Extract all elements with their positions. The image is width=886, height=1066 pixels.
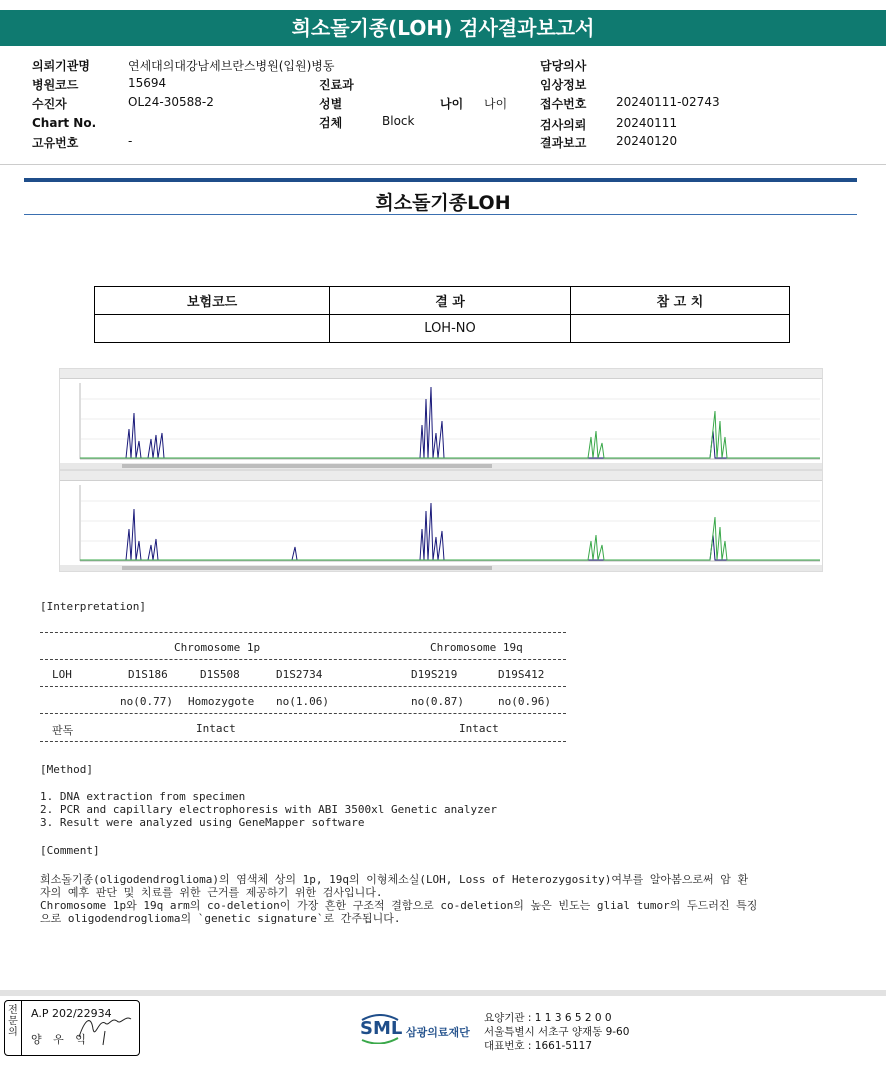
marker-d1s2734: D1S2734 [276,668,323,681]
info-block [0,0,886,160]
method-line-2: 2. PCR and capillary electrophoresis with ABI 3500xl Genetic analyzer [40,803,497,816]
unique-no-label: 고유번호 [32,136,79,150]
electropherogram-tumor [59,470,823,572]
req-inst-value: 연세대의대강남세브란스병원(입원)병동 [128,59,335,73]
method-heading: [Method] [40,763,93,776]
result-header: 결 과 [330,287,571,315]
sex-label: 성별 [319,97,343,111]
doctor-label: 담당의사 [540,59,587,73]
trace-scroll-thumb[interactable] [122,464,492,468]
info-divider [0,164,886,165]
pathologist-stamp [4,1000,140,1056]
dash-rule [40,632,566,633]
dash-rule [40,741,566,742]
method-line-3: 3. Result were analyzed using GeneMapper software [40,816,365,829]
clinical-label: 임상정보 [540,78,587,92]
marker-d1s186: D1S186 [128,668,168,681]
specimen-value: Block [382,114,415,128]
marker-d19s219: D19S219 [411,668,458,681]
sml-logo [358,1012,478,1048]
comment-line-2: 자의 예후 판단 및 치료를 위한 근거를 제공하기 위한 검사입니다. [40,886,383,899]
footer-line-2: 서울특별시 서초구 양재동 9-60 [484,1026,630,1038]
chart-no-label: Chart No. [32,116,97,130]
hosp-code-value: 15694 [128,76,167,90]
method-line-1: 1. DNA extraction from specimen [40,790,246,803]
stamp-side-label: 전문의 [5,1001,22,1055]
reference-cell [570,315,789,343]
report-title: 희소돌기종(LOH) 검사결과보고서 [0,10,886,46]
hosp-code-label: 병원코드 [32,78,79,92]
marker-d1s508: D1S508 [200,668,240,681]
section-title: 희소돌기종LOH [375,192,511,214]
value-d1s508: Homozygote [188,695,255,708]
specimen-label: 검체 [319,116,343,130]
patient-value: OL24-30588-2 [128,95,214,109]
section-bottom-rule [24,214,857,215]
value-d1s186: no(0.77) [120,695,173,708]
stamp-license: A.P 202/22934 [31,1007,112,1020]
trace-scroll-thumb[interactable] [122,566,492,570]
marker-d19s412: D19S412 [498,668,545,681]
result-table [94,286,790,343]
result-table-header [95,287,790,315]
comment-line-3: Chromosome 1p와 19q arm의 co-deletion이 가장 흔한 구조적 결함으로 co-deletion의 높은 빈도는 glial tumor의 두드러진 특징 [40,899,758,912]
receipt-value: 20240111-02743 [616,95,720,109]
dash-rule [40,659,566,660]
trace-header-bar [60,369,822,379]
section-top-rule [24,178,857,182]
trace-scrollbar[interactable] [60,565,822,571]
insurance-code-header: 보험코드 [95,287,330,315]
chr19q-header: Chromosome 19q [430,641,523,654]
unique-no-value: - [128,134,133,148]
request-value: 20240111 [616,116,678,130]
dept-label: 진료과 [319,78,354,92]
verdict-label: 판독 [52,724,74,737]
request-label: 검사의뢰 [540,118,587,132]
result-table-row [95,315,790,343]
sml-logo-text: SML [360,1018,403,1039]
electropherogram-normal [59,368,823,470]
patient-label: 수진자 [32,97,67,111]
trace-plot-1 [60,379,822,463]
reference-header: 참 고 치 [570,287,789,315]
verdict-1p: Intact [196,722,236,735]
stamp-name: 양 우 익 [31,1033,90,1046]
org-name: 삼광의료재단 [406,1026,470,1039]
comment-heading: [Comment] [40,844,100,857]
comment-line-1: 희소돌기종(oligodendroglioma)의 염색체 상의 1p, 19q의 이형체소실(LOH, Loss of Heterozygosity)여부를 알아봄으로써 암 환 [40,873,749,886]
footer-band [0,990,886,996]
footer-line-3: 대표번호 : 1661-5117 [484,1040,593,1052]
footer-line-1: 요양기관 : 1 1 3 6 5 2 0 0 [484,1012,612,1024]
value-d1s2734: no(1.06) [276,695,329,708]
signature-icon [75,1009,135,1049]
dash-rule [40,686,566,687]
age-value: 나이 [484,97,508,111]
trace-plot-2 [60,481,822,565]
verdict-19q: Intact [459,722,499,735]
chr1p-header: Chromosome 1p [174,641,261,654]
value-d19s219: no(0.87) [411,695,464,708]
age-label: 나이 [440,97,464,111]
loh-label: LOH [52,668,72,681]
value-d19s412: no(0.96) [498,695,551,708]
receipt-label: 접수번호 [540,97,587,111]
req-inst-label: 의뢰기관명 [32,59,90,73]
dash-rule [40,713,566,714]
interpretation-heading: [Interpretation] [40,600,146,613]
comment-line-4: 으로 oligodendroglioma의 `genetic signature`로 간주됩니다. [40,912,401,925]
insurance-code-cell [95,315,330,343]
result-cell: LOH-NO [330,315,571,343]
report-value: 20240120 [616,134,678,148]
report-label: 결과보고 [540,136,587,150]
trace-scrollbar[interactable] [60,463,822,469]
trace-header-bar [60,471,822,481]
